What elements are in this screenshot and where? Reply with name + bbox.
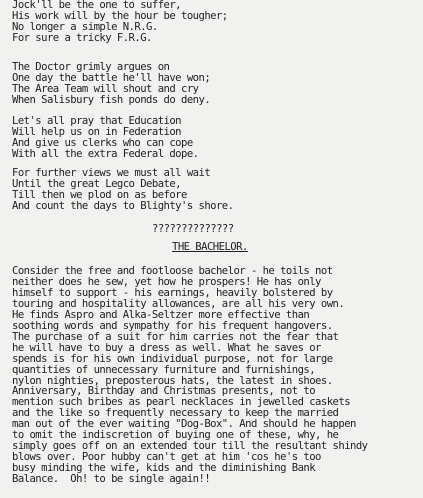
poem-line: With all the extra Federal dope. — [12, 147, 199, 160]
poem-line: Till then we plod on as before — [12, 188, 187, 201]
poem-line: The Area Team will shout and cry — [12, 82, 199, 95]
paragraph-line: soothing words and sympathy for his frequent hangovers. — [12, 319, 333, 332]
paragraph-line: and the like so frequently necessary to keep the married — [12, 407, 339, 420]
paragraph-line: he will have to buy a dress as well. What he saves or — [12, 341, 321, 354]
paragraph-line: man out of the ever waiting "Dog-Box". And should he happen — [12, 418, 356, 431]
paragraph-line: mention such bribes as pearl necklaces in jewelled caskets — [12, 396, 351, 409]
poem-line: Let's all pray that Education — [12, 115, 182, 127]
paragraph-line: touring and hospitality allowances, are all his very own. — [12, 297, 345, 310]
section-separator: ?????????????? — [152, 223, 234, 235]
paragraph-line: The purchase of a suit for him carries not the fear that — [12, 330, 339, 343]
paragraph-line: himself to support - his earnings, heavily bolstered by — [12, 286, 333, 299]
poem-line: His work will by the hour be tougher; — [12, 9, 228, 22]
paragraph-line: Anniversary, Birthday and Christmas presents, not to — [12, 385, 316, 398]
paragraph-line: spends is for his own individual purpose, not for large — [12, 352, 333, 365]
paragraph-line: simply goes off on an extended tour till the resultant shindy — [12, 440, 368, 453]
poem-line: Will help us on in Federation — [12, 125, 182, 138]
poem-line: And count the days to Blighty's shore. — [12, 199, 234, 212]
poem-line: For further views we must all wait — [12, 167, 211, 179]
poem-line: Jock'll be the one to suffer, — [12, 0, 182, 11]
paragraph-line: blows over. Poor hubby can't get at him 'cos he's too — [12, 451, 321, 464]
bachelor-paragraph — [12, 266, 368, 485]
poem-line: One day the battle he'll have won; — [12, 71, 211, 84]
poem-line: For sure a tricky F.R.G. — [12, 31, 152, 44]
poem-line: When Salisbury fish ponds do deny. — [12, 93, 211, 106]
section-title: THE BACHELOR. — [172, 241, 248, 253]
paragraph-line: busy minding the wife, kids and the diminishing Bank — [12, 462, 316, 475]
poem-stanza-2 — [12, 62, 210, 106]
poem-stanza-3 — [12, 116, 199, 160]
paragraph-line: Balance. Oh! to be single again!! — [12, 473, 211, 486]
paragraph-line: neither does he sew, yet how he prospers! He has only — [12, 275, 321, 288]
paragraph-line: Consider the free and footloose bachelor - he toils not — [12, 265, 333, 277]
paragraph-line: He finds Aspro and Alka-Seltzer more effective than — [12, 308, 310, 321]
paragraph-line: to omit the indiscretion of buying one of these, why, he — [12, 429, 339, 442]
poem-line: The Doctor grimly argues on — [12, 61, 170, 73]
poem-line: Until the great Legco Debate, — [12, 177, 182, 190]
paragraph-line: quantities of unnecessary furniture and furnishings, — [12, 363, 316, 376]
poem-stanza-1 — [12, 0, 228, 44]
paragraph-line: nylon nighties, preposterous hats, the latest in shoes. — [12, 374, 333, 387]
poem-line: And give us clerks who can cope — [12, 136, 193, 149]
poem-stanza-4 — [12, 168, 233, 212]
poem-line: No longer a simple N.R.G. — [12, 20, 158, 33]
